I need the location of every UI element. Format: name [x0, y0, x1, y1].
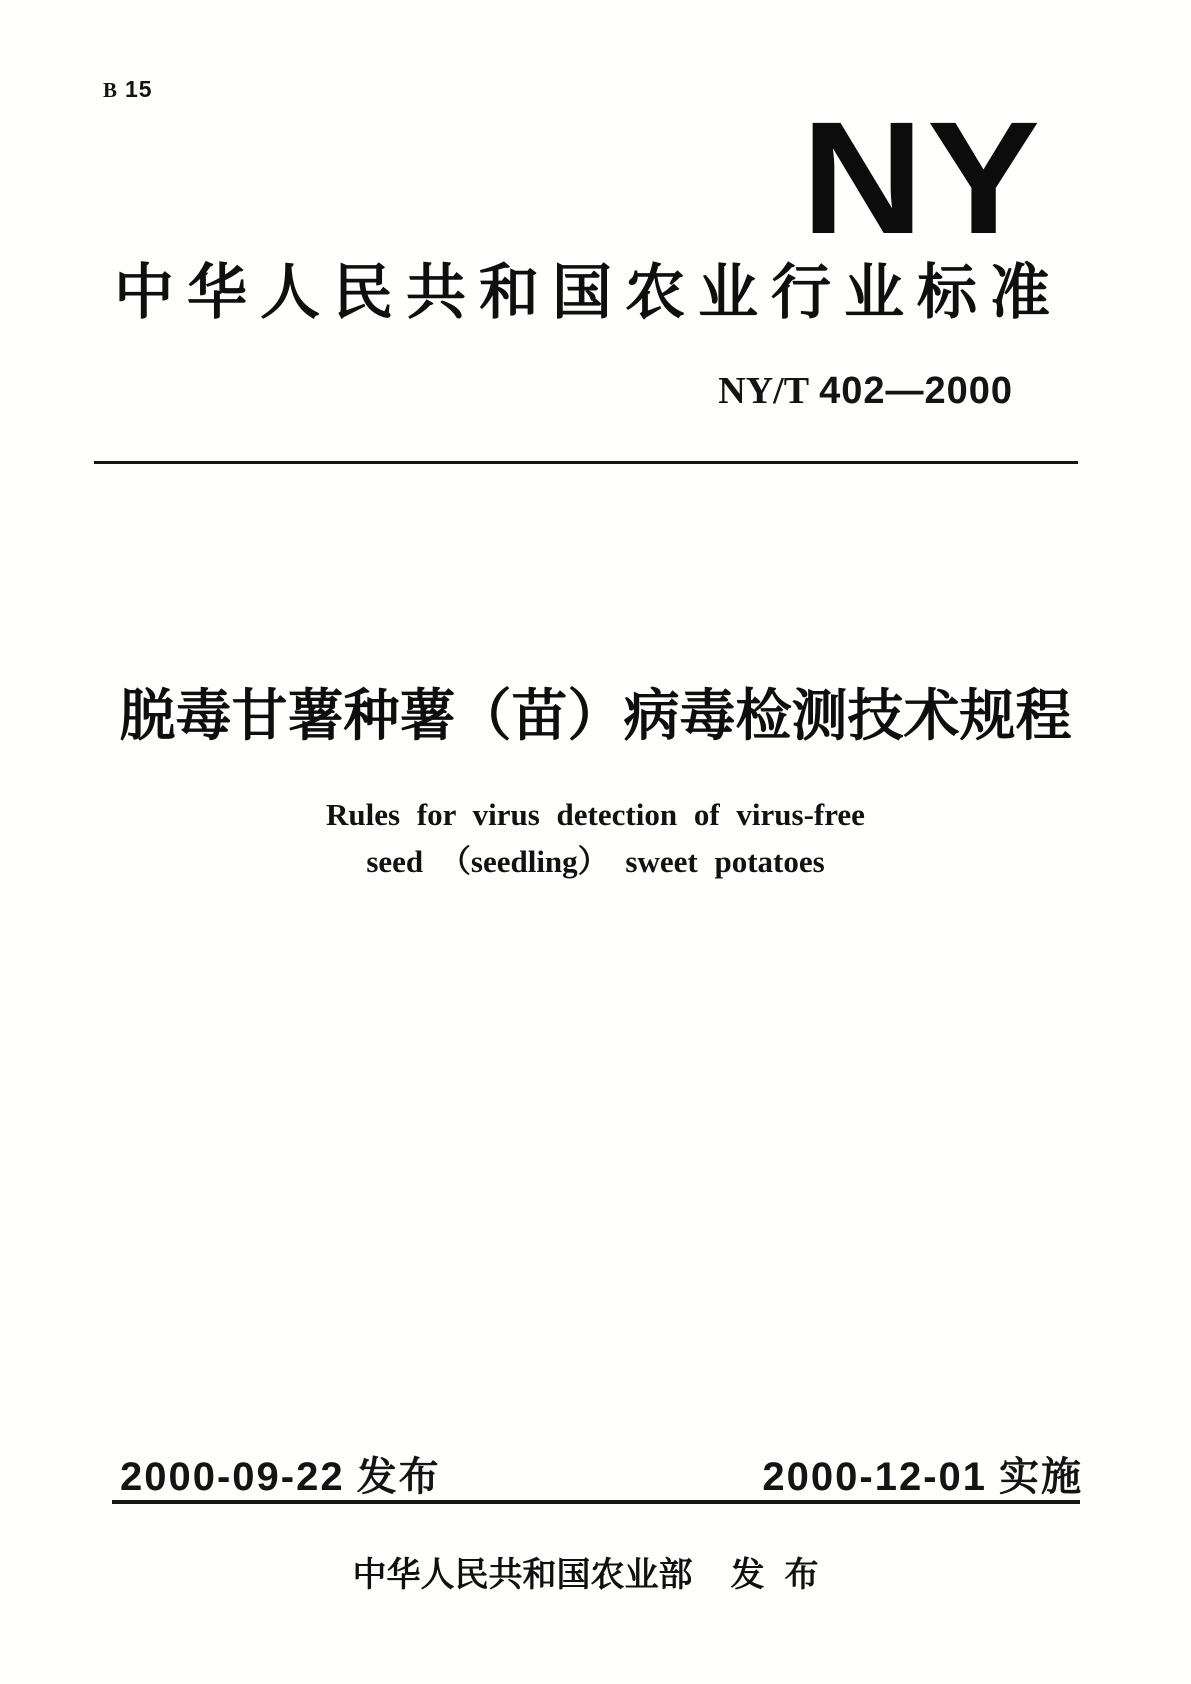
ny-standard-logo: NY: [801, 88, 1043, 267]
document-title-english-line2: seed （seedling） sweet potatoes: [366, 844, 825, 879]
standard-code-prefix: NY/T: [718, 370, 810, 412]
implementation-date-line: [762, 1457, 1083, 1497]
classification-code: [103, 76, 153, 103]
standard-code-number: 402—2000: [819, 370, 1013, 412]
publisher-action-label: 发布: [730, 1556, 839, 1594]
standard-type-title: 中华人民共和国农业行业标准: [114, 259, 1063, 326]
implementation-date-value: 2000-12-01: [762, 1455, 987, 1499]
document-title-chinese: 脱毒甘薯种薯（苗）病毒检测技术规程: [119, 684, 1072, 747]
classification-code-number: 15: [125, 76, 153, 102]
footer-divider-rule: [112, 1500, 1080, 1504]
issue-date-label: 发布: [356, 1455, 441, 1499]
implementation-date-label: 实施: [999, 1455, 1083, 1499]
classification-code-prefix: B: [103, 78, 119, 102]
header-divider-rule: [94, 461, 1078, 464]
publisher-line: [0, 1558, 1191, 1592]
issue-date-line: [120, 1457, 441, 1497]
issue-date-value: 2000-09-22: [120, 1455, 345, 1499]
publisher-name: 中华人民共和国农业部: [352, 1556, 693, 1594]
document-title-english-line1: Rules for virus detection of virus-free: [326, 797, 865, 832]
standard-code: [718, 372, 1013, 410]
